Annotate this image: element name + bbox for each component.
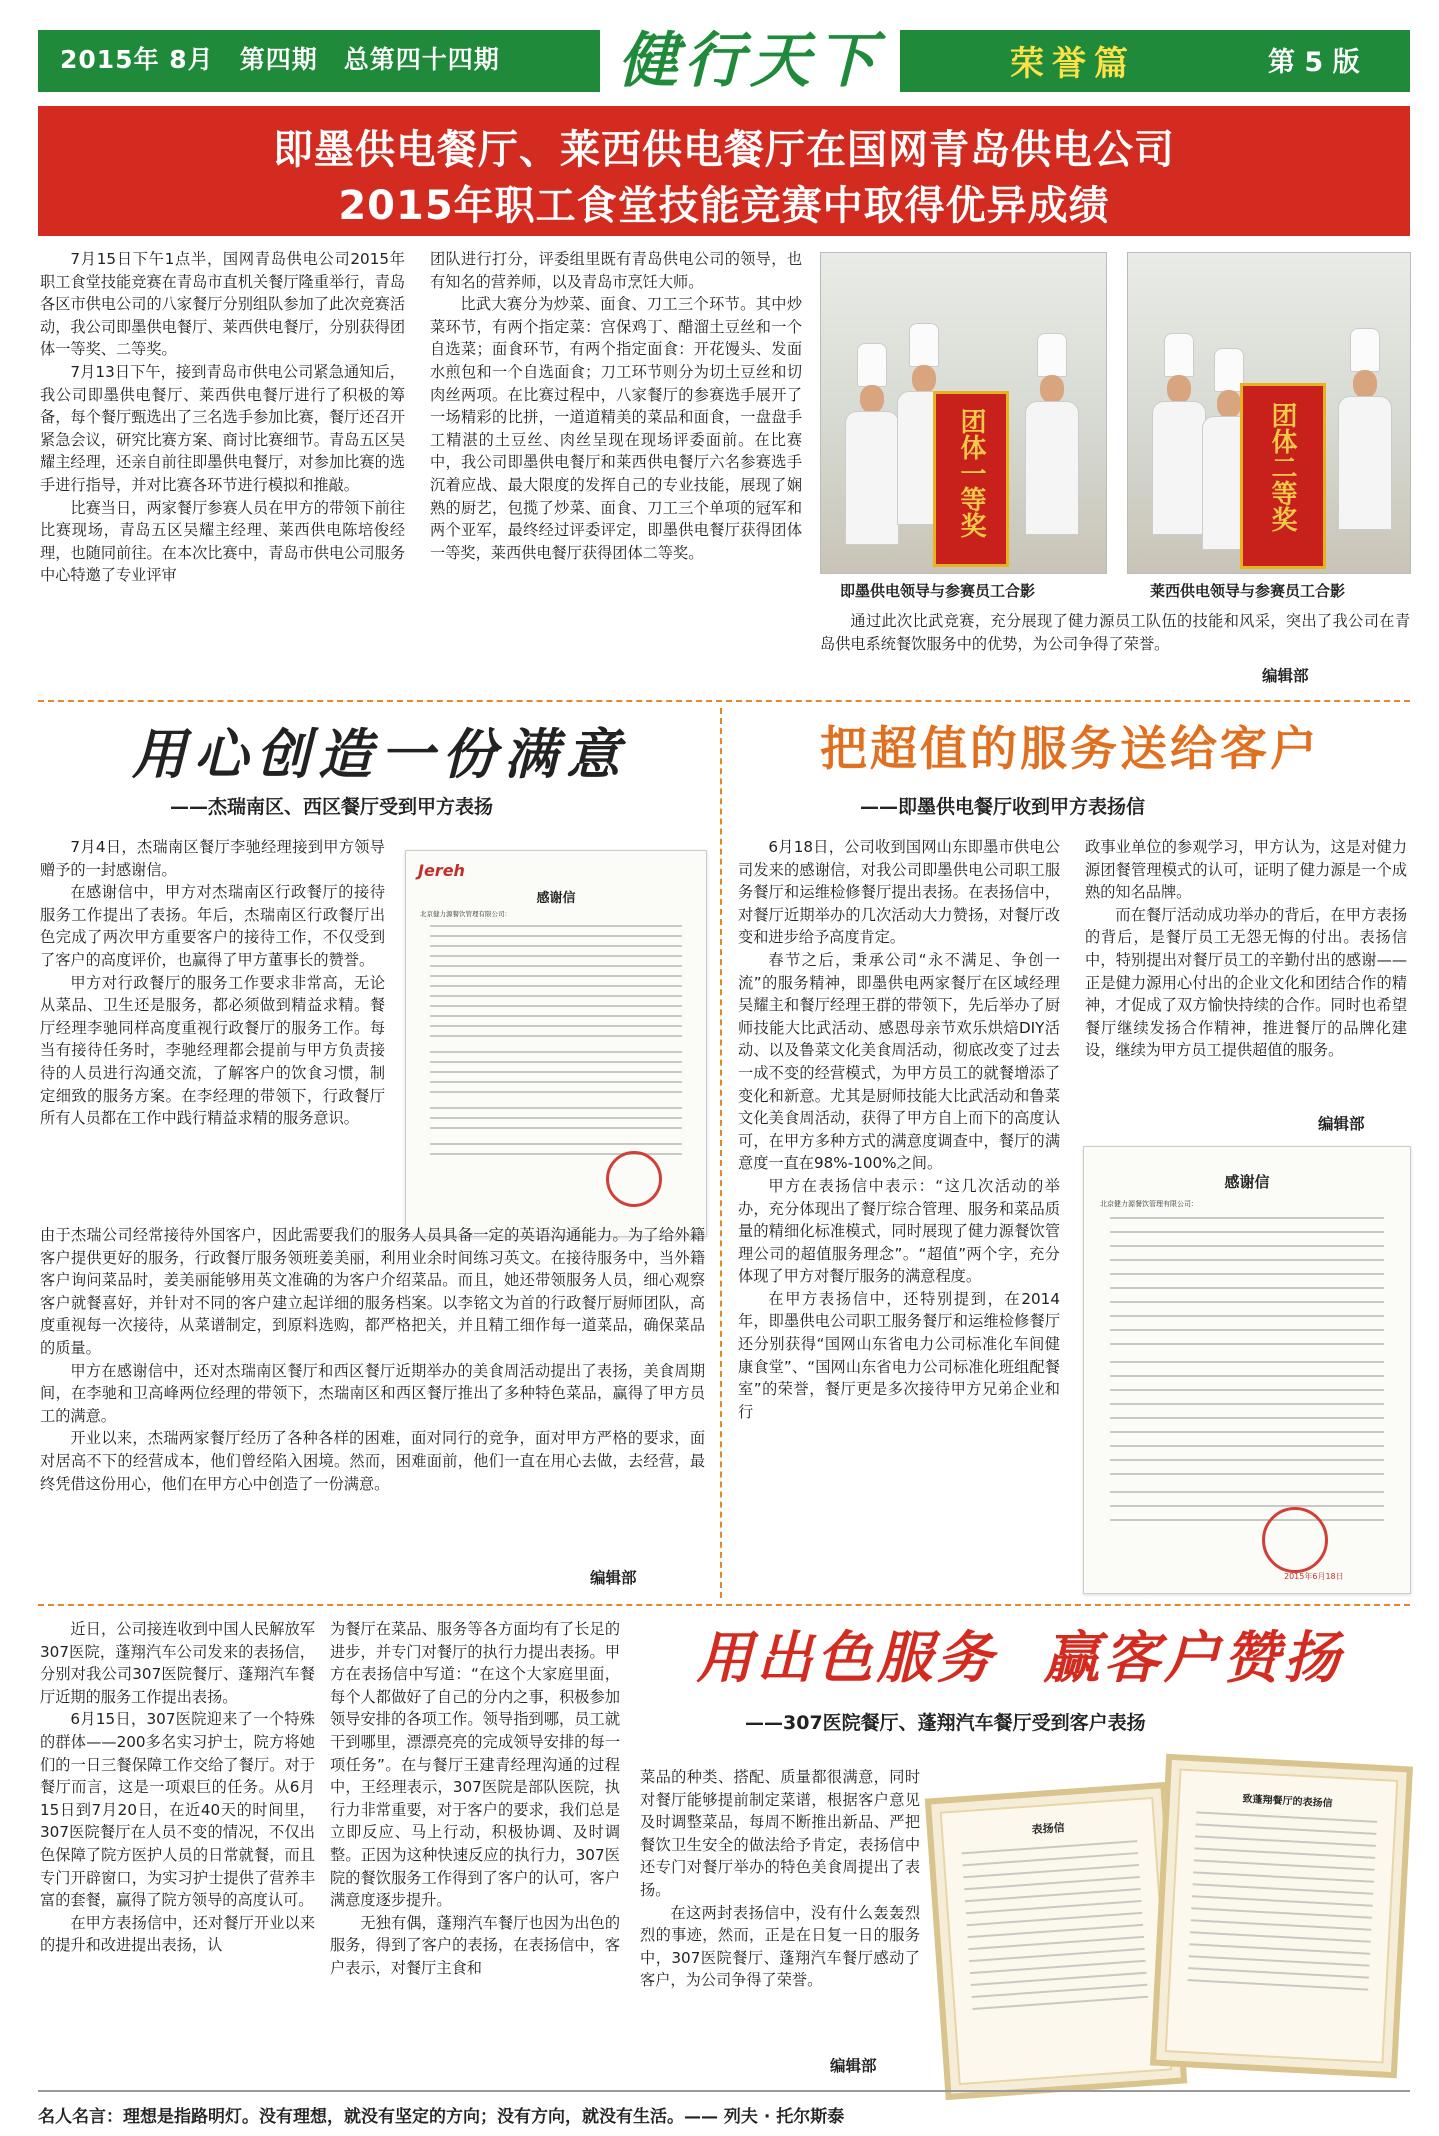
masthead: 健行天下 <box>600 20 900 102</box>
section-name: 荣誉篇 <box>1010 44 1136 84</box>
article2-editor: 编辑部 <box>590 1569 637 1587</box>
article3-subtitle: ——即墨供电餐厅收到甲方表扬信 <box>860 796 1146 818</box>
jereh-thank-you-letter <box>405 850 707 1237</box>
paragraph: 为餐厅在菜品、服务等各方面均有了长足的进步，并专门对餐厅的执行力提出表扬。甲方在表扬信中写道：“在这个大家庭里面，每个人都做好了自己的分内之事，积极参加领导安排的各项工作。领导指到哪，员工就干到哪里，漂漂亮亮的完成领导安排的每一项任务”。在与餐厅王建青经理沟通的过程中，王经理表示，307医院是部队医院，执行力非常重要，对于客户的要求，我们总是立即反应、马上行动，积极协调、及时调整。正因为这种快速反应的执行力，307医院的餐饮服务工作得到了客户的认可，客户满意度逐步提升。 <box>330 1620 620 1910</box>
paragraph: 7月13日下午，接到青岛市供电公司紧急通知后，我公司即墨供电餐厅、莱西供电餐厅进行了积极的筹备，每个餐厅甄选出了三名选手参加比赛，餐厅还召开紧急会议，研究比赛方案、商讨比赛细节。青岛五区吴耀主经理，还亲自前往即墨供电餐厅，对参加比赛的选手进行指导，并对比赛各环节进行模拟和推敲。 <box>40 362 405 494</box>
article4-editor: 编辑部 <box>830 2057 877 2075</box>
pennant-text: 团体二等奖 <box>1267 402 1297 532</box>
article4-column-2 <box>330 1618 620 1980</box>
headline-line-1: 即墨供电餐厅、莱西供电餐厅在国网青岛供电公司 <box>273 127 1175 173</box>
article3-column-1 <box>738 836 1060 1423</box>
quote-text: 理想是指路明灯。没有理想，就没有坚定的方向；没有方向，就没有生活。—— 列夫 · 托尔斯泰 <box>123 2107 845 2127</box>
paragraph: 6月18日，公司收到国网山东即墨市供电公司发来的感谢信，对我公司即墨供电公司职工服务餐厅和运维检修餐厅提出表扬。在表扬信中，对餐厅近期举办的几次活动大力赞扬，对餐厅改变和进步给予高度肯定。 <box>738 838 1060 947</box>
letter-title: 致蓬翔餐厅的表扬信 <box>1242 1793 1333 1810</box>
award-pennant <box>933 391 1009 567</box>
paragraph: 6月15日，307医院迎来了一个特殊的群体——200多名实习护士，院方将她们的一日三餐保障工作交给了餐厅。对于餐厅而言，这是一项艰巨的任务。从6月15日到7月20日，在近40天的时间里，307医院餐厅在人员不变的情况，不仅出色保障了院方医护人员的日常就餐，而且专门开辟窗口，为实习护士提供了营养丰富的套餐，赢得了院方领导的高度认可。 <box>40 1710 315 1910</box>
paragraph: 比武大赛分为炒菜、面食、刀工三个环节。其中炒菜环节，有两个指定菜：宫保鸡丁、醋溜土豆丝和一个自选菜；面食环节，有两个指定面食：开花馒头、发面水煎包和一个自选面食；刀工环节则分为切土豆丝和切肉丝两项。在比赛过程中，八家餐厅的参赛选手展开了一场精彩的比拼，一道道精美的菜品和面食，一盘盘手工精湛的土豆丝、肉丝呈现在现场评委面前。在比赛中，我公司即墨供电餐厅和莱西供电餐厅六名参赛选手沉着应战、最大限度的发挥自己的专业技能，展现了娴熟的厨艺，包揽了炒菜、面食、刀工三个单项的冠军和两个亚军，最终经过评委评定，即墨供电餐厅获得团体一等奖，莱西供电餐厅获得团体二等奖。 <box>430 295 802 562</box>
article4-title: 用出色服务 赢客户赞扬 <box>696 1625 1344 1691</box>
letter-title: 感谢信 <box>536 891 576 906</box>
photo-jimo-team <box>820 252 1107 574</box>
jimo-thank-you-letter <box>1083 1146 1411 1594</box>
header-issue-info <box>60 40 526 76</box>
paragraph: 无独有偶，蓬翔汽车餐厅也因为出色的服务，得到了客户的表扬，在表扬信中，客户表示，对餐厅主食和 <box>330 1913 620 1977</box>
headline-line-2: 2015年职工食堂技能竞赛中取得优异成绩 <box>338 183 1110 229</box>
paragraph: 在感谢信中，甲方对杰瑞南区行政餐厅的接待服务工作提出了表扬。年后，杰瑞南区行政餐厅出色完成了两次甲方重要客户的接待工作，不仅受到了客户的高度评价，也赢得了甲方董事长的赞誉。 <box>40 883 385 969</box>
paragraph: 7月4日，杰瑞南区餐厅李驰经理接到甲方领导赠予的一封感谢信。 <box>40 838 385 879</box>
article3-editor: 编辑部 <box>1318 1115 1365 1133</box>
header-issue: 第四期 <box>239 45 318 74</box>
article4-column-3 <box>640 1766 920 1992</box>
paragraph: 甲方对行政餐厅的服务工作要求非常高，无论从菜品、卫生还是服务，都必须做到精益求精。餐厅经理李驰同样高度重视行政餐厅的服务工作。每当有接待任务时，李驰经理都会提前与甲方负责接待的人员进行沟通交流，了解客户的饮食习惯，制定细致的服务方案。在李经理的带领下，行政餐厅所有人员都在工作中践行精益求精的服务意识。 <box>40 973 385 1128</box>
page-number: 第 5 版 <box>1268 47 1360 78</box>
paragraph: 春节之后，秉承公司“永不满足、争创一流”的服务精神，即墨供电两家餐厅在区域经理吴耀主和餐厅经理王群的带领下，先后举办了厨师技能大比武活动、感恩母亲节欢乐烘焙DIY活动、以及鲁菜文化美食周活动，彻底改变了过去一成不变的经营模式，为甲方员工的就餐增添了变化和新意。尤其是厨师技能大比武活动和鲁菜文化美食周活动，获得了甲方自上而下的高度认可，在甲方多种方式的满意度调查中，餐厅的满意度一直在98%-100%之间。 <box>738 950 1060 1173</box>
article2-column-narrow <box>40 836 385 1130</box>
paragraph: 团队进行打分，评委组里既有青岛供电公司的领导，也有知名的营养师，以及青岛市烹饪大师。 <box>430 250 802 291</box>
award-pennant <box>1240 383 1326 569</box>
red-seal-icon <box>1262 1507 1328 1573</box>
section-divider <box>38 1604 1410 1606</box>
paragraph: 开业以来，杰瑞两家餐厅经历了各种各样的困难，面对同行的竞争，面对甲方严格的要求，面对居高不下的经营成本，他们曾经陷入困境。然而，困难面前，他们一直在用心去做，去经营，最终凭借这份用心，他们在甲方心中创造了一份满意。 <box>40 1429 705 1493</box>
paragraph: 通过此次比武竞赛，充分展现了健力源员工队伍的技能和风采，突出了我公司在青岛供电系统餐饮服务中的优势，为公司争得了荣誉。 <box>820 612 1410 653</box>
photo1-caption: 即墨供电领导与参赛员工合影 <box>840 582 1036 600</box>
paragraph: 政事业单位的参观学习，甲方认为，这是对健力源团餐管理模式的认可，证明了健力源是一个成熟的知名品牌。 <box>1085 838 1407 902</box>
article1-column-1 <box>40 248 405 587</box>
paragraph: 菜品的种类、搭配、质量都很满意，同时对餐厅能够提前制定菜谱，根据客户意见及时调整菜品，每周不断推出新品、严把餐饮卫生安全的做法给予肯定，表扬信中还专门对餐厅举办的特色美食周提出了表扬。 <box>640 1768 920 1899</box>
footer-quote <box>38 2102 844 2127</box>
letter-salutation: 北京健力源餐饮管理有限公司： <box>420 910 511 918</box>
hospital-praise-letter <box>925 1782 1187 2100</box>
article1-column-2 <box>430 248 802 564</box>
letter-salutation: 北京健力源餐饮管理有限公司： <box>1100 1200 1198 1208</box>
quote-label: 名人名言： <box>38 2107 123 2127</box>
article4-subtitle: ——307医院餐厅、蓬翔汽车餐厅受到客户表扬 <box>745 1712 1146 1734</box>
paragraph: 在甲方表扬信中，还特别提到，在2014年，即墨供电公司职工服务餐厅和运维检修餐厅还分别获得“国网山东省电力公司标准化车间健康食堂”、“国网山东省电力公司标准化班组配餐室”的荣誉，餐厅更是多次接待甲方兄弟企业和行 <box>738 1289 1060 1421</box>
letter-title: 感谢信 <box>1224 1173 1270 1191</box>
letter-date: 2015年6月18日 <box>1284 1572 1344 1581</box>
article1-closing <box>820 610 1410 655</box>
photo-laixi-team <box>1127 252 1411 574</box>
section-divider <box>38 700 1410 702</box>
column-divider <box>720 708 722 1598</box>
paragraph: 在这两封表扬信中，没有什么轰轰烈烈的事迹，然而，正是在日复一日的服务中，307医院餐厅、蓬翔汽车餐厅感动了客户，为公司争得了荣誉。 <box>640 1903 920 1990</box>
paragraph: 甲方在感谢信中，还对杰瑞南区餐厅和西区餐厅近期举办的美食周活动提出了表扬，美食周期间，在李驰和卫高峰两位经理的带领下，杰瑞南区和西区餐厅推出了多种特色菜品，赢得了甲方员工的满意。 <box>40 1361 705 1425</box>
paragraph: 甲方在表扬信中表示：“这几次活动的举办，充分体现出了餐厅综合管理、服务和菜品质量的精细化标准模式，同时展现了健力源餐饮管理公司的超值服务理念”。“超值”两个字，充分体现了甲方对餐厅服务的满意程度。 <box>738 1176 1060 1286</box>
paragraph: 而在餐厅活动成功举办的背后，在甲方表扬的背后，是餐厅员工无怨无悔的付出。表扬信中，特别提出对餐厅员工的辛勤付出的感谢——正是健力源用心付出的企业文化和团结合作的精神，才促成了双方愉快持续的合作。同时也希望餐厅继续发扬合作精神，推进餐厅的品牌化建设，继续为甲方员工提供超值的服务。 <box>1085 905 1407 1060</box>
chef-figure <box>841 343 901 573</box>
letter-title: 表扬信 <box>1031 1821 1066 1837</box>
pennant-text: 团体一等奖 <box>956 408 986 538</box>
paragraph: 在甲方表扬信中，还对餐厅开业以来的提升和改进提出表扬，认 <box>40 1913 315 1955</box>
article1-editor: 编辑部 <box>1262 667 1309 685</box>
paragraph: 比赛当日，两家餐厅参赛人员在甲方的带领下前往比赛现场，青岛五区吴耀主经理、莱西供电陈培俊经理，也随同前往。在本次比赛中，青岛市供电公司服务中心特邀了专业评审 <box>40 498 405 585</box>
chef-figure <box>1334 328 1394 573</box>
jereh-logo: Jereh <box>418 861 465 880</box>
pengxiang-praise-letter <box>1150 1754 1413 2078</box>
article3-column-2 <box>1085 836 1407 1062</box>
article2-column-wide <box>40 1224 705 1495</box>
paragraph: 由于杰瑞公司经常接待外国客户，因此需要我们的服务人员具备一定的英语沟通能力。为了给外籍客户提供更好的服务，行政餐厅服务领班姜美丽，利用业余时间练习英文。在接待服务中，当外籍客户询问菜品时，姜美丽能够用英文准确的为客户介绍菜品。而且，她还带领服务人员，细心观察客户就餐喜好，并针对不同的客户建立起详细的服务档案。以李铭文为首的行政餐厅厨师团队，高度重视每一次接待，从菜谱制定，到原料选购，都严格把关，并且精工细作每一道菜品，确保菜品的质量。 <box>40 1226 705 1357</box>
article4-column-1 <box>40 1618 315 1957</box>
article2-title: 用心创造一份满意 <box>132 722 628 786</box>
photo2-caption: 莱西供电领导与参赛员工合影 <box>1150 582 1346 600</box>
footer-rule <box>38 2090 1410 2092</box>
header-total-issue: 总第四十四期 <box>343 45 500 74</box>
header-date: 2015年 8月 <box>60 45 214 74</box>
paragraph: 7月15日下午1点半，国网青岛供电公司2015年职工食堂技能竞赛在青岛市直机关餐厅隆重举行，青岛各区市供电公司的八家餐厅分别组队参加了此次竞赛活动，我公司即墨供电餐厅、莱西供电餐厅，分别获得团体一等奖、二等奖。 <box>40 250 405 359</box>
red-seal-icon <box>606 1151 662 1207</box>
chef-figure <box>1021 333 1081 573</box>
article3-title: 把超值的服务送给客户 <box>820 722 1320 777</box>
paragraph: 近日，公司接连收到中国人民解放军307医院，蓬翔汽车公司发来的表扬信，分别对我公司307医院餐厅、蓬翔汽车餐厅近期的服务工作提出表扬。 <box>40 1620 315 1706</box>
article2-subtitle: ——杰瑞南区、西区餐厅受到甲方表扬 <box>170 796 494 818</box>
